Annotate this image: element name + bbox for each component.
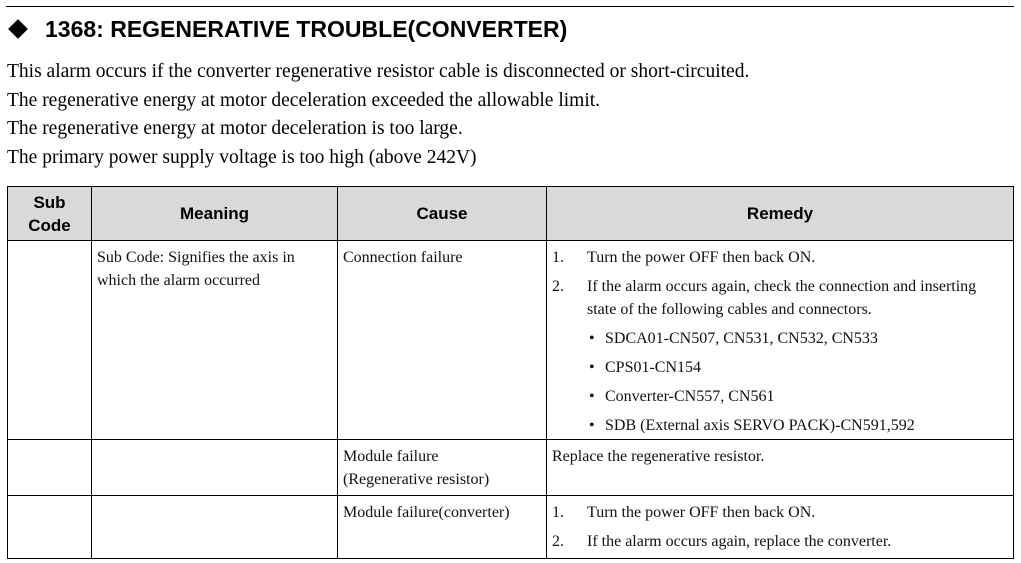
connector-text: CPS01-CN154 [605,359,702,376]
table-row [8,440,1014,496]
meaning-cell: Sub Code: Signifies the axis in which the alarm occurred [92,241,338,440]
step-number: 2. [552,533,564,550]
sub-code-cell [8,241,92,440]
heading-rule [6,6,1014,7]
alarm-description [7,58,749,173]
description-line: The primary power supply voltage is too high (above 242V) [7,147,477,169]
bullet-icon: • [589,359,595,376]
cause-text-line: (Regenerative resistor) [343,471,490,488]
page-title-text: 1368: REGENERATIVE TROUBLE(CONVERTER) [45,16,568,42]
sub-code-cell [8,440,92,496]
connector-item [589,385,1008,408]
page-title [8,14,567,44]
description-line: The regenerative energy at motor deceleration exceeded the allowable limit. [7,89,601,111]
header-cause: Cause [338,187,547,241]
cause-cell: Module failure(converter) [338,496,547,559]
meaning-cell [92,440,338,496]
step-text: If the alarm occurs again, replace the converter. [587,533,892,550]
table-row [8,496,1014,559]
cause-cell: Connection failure [338,241,547,440]
step-number: 2. [552,278,564,295]
step-text: If the alarm occurs again, check the connection and inserting state of the following cables and connectors. [587,278,977,318]
meaning-cell [92,496,338,559]
connector-item [589,356,1008,379]
cause-text-line: Module failure [343,448,439,465]
step-text: Turn the power OFF then back ON. [587,249,816,266]
header-meaning: Meaning [92,187,338,241]
remedy-cell [547,241,1014,440]
cause-cell [338,440,547,496]
sub-code-cell [8,496,92,559]
remedy-steps [552,246,1008,437]
header-sub-code-line1: Sub [33,192,66,212]
header-sub-code [8,187,92,241]
connector-item [589,414,1008,437]
remedy-cell: Replace the regenerative resistor. [547,440,1014,496]
bullet-icon: • [589,330,595,347]
step-number: 1. [552,249,564,266]
connector-text: SDCA01-CN507, CN531, CN532, CN533 [605,330,878,347]
diamond-bullet-icon [8,19,28,39]
connector-text: SDB (External axis SERVO PACK)-CN591,592 [605,417,915,434]
step-number: 1. [552,504,564,521]
remedy-step [552,501,1008,524]
connector-list [587,327,1008,437]
description-line: The regenerative energy at motor deceleration is too large. [7,118,463,140]
description-line: This alarm occurs if the converter regenerative resistor cable is disconnected or short-circuited. [7,61,750,82]
step-text: Turn the power OFF then back ON. [587,504,816,521]
remedy-step [552,275,1008,437]
header-sub-code-line2: Code [28,215,71,235]
remedy-step [552,246,1008,269]
connector-text: Converter-CN557, CN561 [605,388,775,405]
table-row [8,241,1014,440]
remedy-step [552,530,1008,553]
remedy-steps [552,501,1008,553]
bullet-icon: • [589,388,595,405]
bullet-icon: • [589,417,595,434]
alarm-table [7,186,1014,559]
connector-item [589,327,1008,350]
remedy-cell [547,496,1014,559]
header-remedy: Remedy [547,187,1014,241]
table-header-row [8,187,1014,241]
